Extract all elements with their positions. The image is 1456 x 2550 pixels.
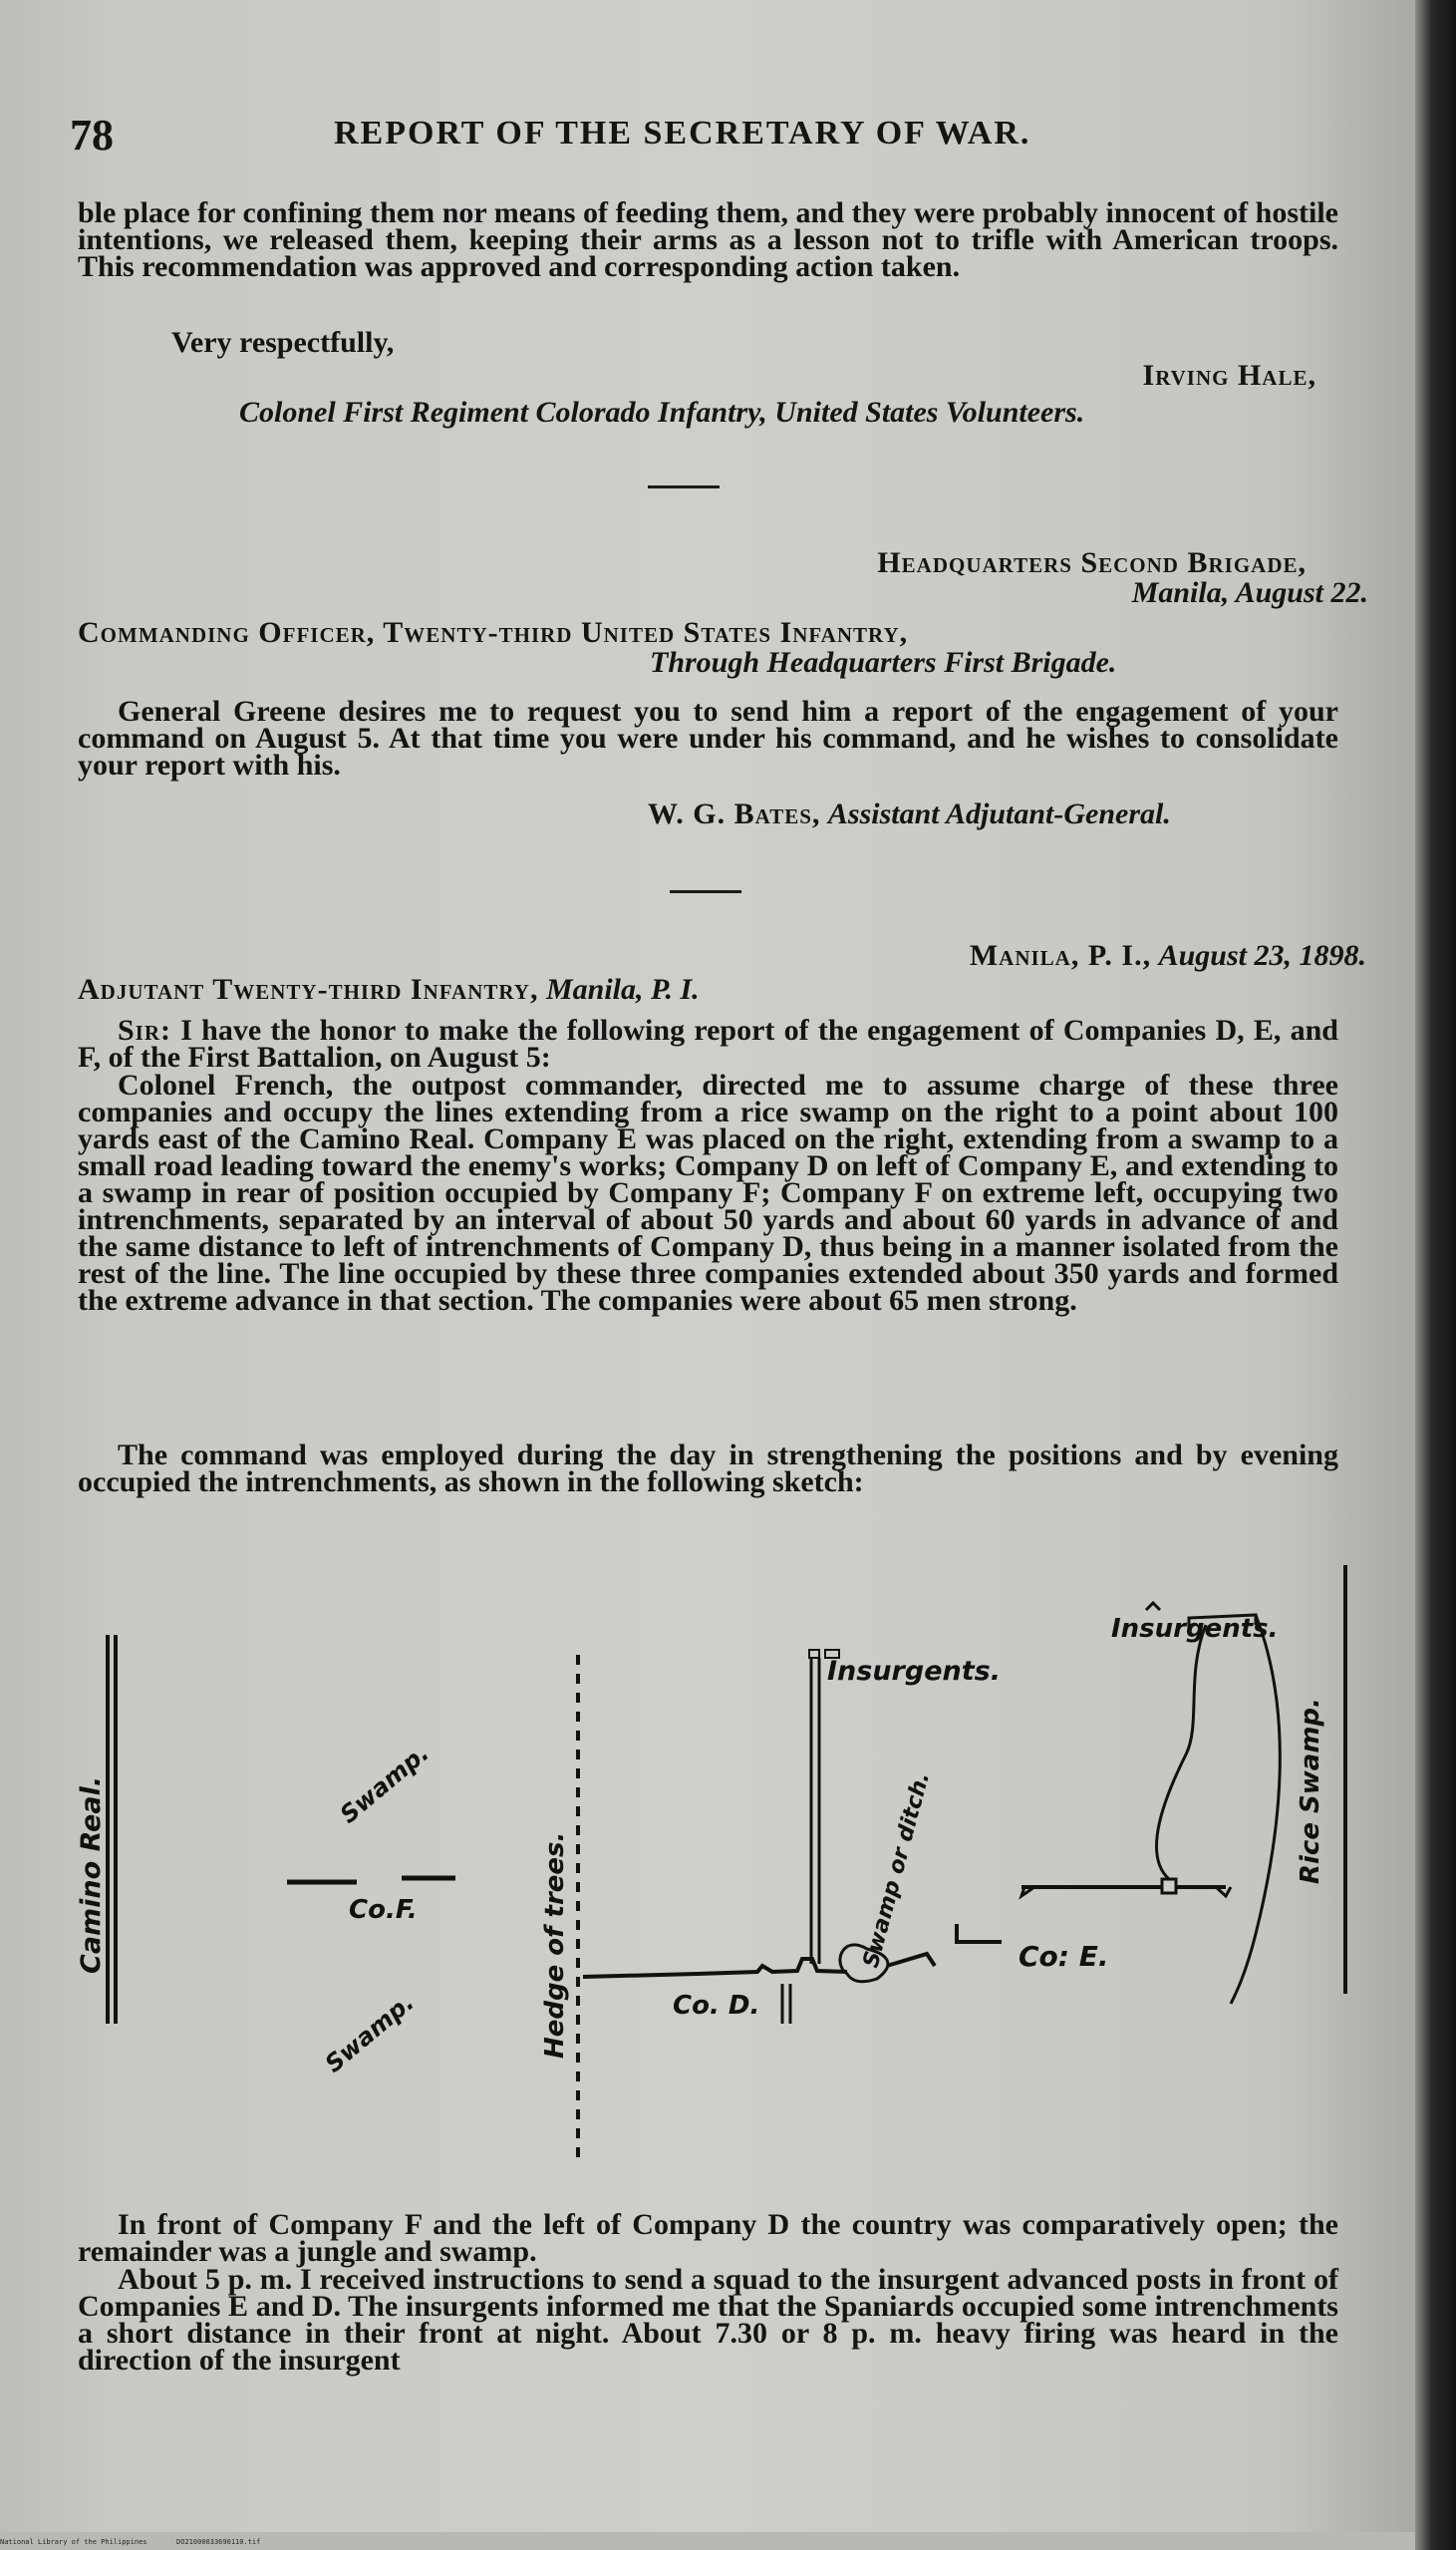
letter1-signer-title: Colonel First Regiment Colorado Infantry, United States Volunteers. <box>239 396 1085 429</box>
letter3-para-4: In front of Company F and the left of Company D the country was comparatively open; the remainder was a jungle and swamp. <box>78 2208 1338 2268</box>
letter2-signature <box>648 797 1171 831</box>
company-e-label: Co: E. <box>1019 1940 1109 1973</box>
outpost-marker <box>1162 1879 1176 1893</box>
letter3-to-place: Manila, P. I. <box>545 973 700 1006</box>
letter3-place: Manila, P. I., <box>969 939 1152 972</box>
letter3-p1-text: I have the honor to make the following report of the engagement of Companies D, E, and F, of the First Battalion, on August 5: <box>78 1014 1338 1074</box>
letter3-para-2: Colonel French, the outpost commander, directed me to assume charge of these three companies and occupy the lines extending from a rice swamp on the right to a point about 100 yards east of the Camino Real. Company E was placed on the right, extending from a swamp to a small road leading toward the enemy's works; Company D on left of Company E, and extending to a swamp in rear of position occupied by Company F; Company F on extreme left, occupying two intrenchments, separated by an interval of about 50 yards and about 60 yards in advance of and the same distance to left of intrenchments of Company D, thus being in a manner isolated from the rest of the line. The line occupied by these three companies extended about 350 yards and formed the extreme advance in that section. The companies were about 65 men strong. <box>78 1069 1338 1317</box>
letter2-body: General Greene desires me to request you to send him a report of the engagement of your command on August 5. At that time you were under his command, and he wishes to consolidate your report with his. <box>78 695 1338 782</box>
page-number: 78 <box>70 111 114 159</box>
ditch-label: Swamp or ditch. <box>858 1769 936 1971</box>
letter3-date: August 23, 1898. <box>1158 939 1366 972</box>
company-d-intrenchment <box>583 1959 847 1977</box>
letter1-body: ble place for confining them nor means of feeding them, and they were probably innocent of hostile intentions, we released them, keeping their arms as a lesson not to trifle with American troops. This recommendation was approved and corresponding action taken. <box>78 196 1338 283</box>
swamp-bottom-label: Swamp. <box>319 1988 420 2078</box>
letter3-para-5: About 5 p. m. I received instructions to send a squad to the insurgent advanced posts in front of Companies E and D. The insurgents informed me that the Spaniards occupied some intrenchments a short distance in their front at night. About 7.30 or 8 p. m. heavy firing was heard in the direction of the insurgent <box>78 2263 1338 2377</box>
letter3-to-name: Adjutant Twenty-third Infantry, <box>78 973 539 1006</box>
company-d-label: Co. D. <box>673 1991 760 2021</box>
company-e-intrenchment <box>957 1924 1002 1942</box>
scan-footer <box>0 2538 260 2546</box>
section-divider <box>670 890 741 893</box>
letter2-place-date: Manila, August 22. <box>1131 576 1368 609</box>
letter3-para-1 <box>78 1014 1338 1074</box>
swamp-top-label: Swamp. <box>334 1739 435 1829</box>
running-title: REPORT OF THE SECRETARY OF WAR. <box>334 115 1031 152</box>
insurgents-right-label: Insurgents. <box>1111 1614 1279 1644</box>
insurgent-path <box>1157 1625 1206 1879</box>
insurgent-post-marker <box>1146 1603 1160 1610</box>
book-binding-edge <box>1415 0 1456 2550</box>
hedge-label: Hedge of trees. <box>540 1831 570 2059</box>
letter1-closing: Very respectfully, <box>171 326 395 359</box>
insurgents-center-label: Insurgents. <box>827 1656 1001 1687</box>
company-e-intrenchment <box>887 1954 935 1966</box>
letter2-signer-title: Assistant Adjutant-General. <box>827 797 1171 830</box>
letter2-signer: W. G. Bates, <box>648 797 821 830</box>
camino-real-label: Camino Real. <box>76 1775 107 1974</box>
battle-sketch-map <box>60 1555 1355 2193</box>
insurgent-post-marker <box>809 1650 819 1658</box>
letter1-signer: Irving Hale, <box>1142 359 1316 392</box>
letter3-addressee <box>78 973 700 1007</box>
section-divider <box>648 485 720 488</box>
file-id: DO21000033690110.tif <box>176 2538 261 2546</box>
letter3-dateline <box>970 939 1366 973</box>
letter2-through: Through Headquarters First Brigade. <box>650 646 1117 679</box>
letter3-para-3: The command was employed during the day in strengthening the positions and by evening occupied the intrenchments, as shown in the following sketch: <box>78 1438 1338 1498</box>
letter2-from: Headquarters Second Brigade, <box>877 546 1307 579</box>
rice-swamp-edge <box>1231 1615 1280 2004</box>
letter3-salutation: Sir: <box>118 1014 172 1047</box>
rice-swamp-label: Rice Swamp. <box>1296 1698 1325 1884</box>
company-f-label: Co.F. <box>349 1895 418 1925</box>
letter2-to: Commanding Officer, Twenty-third United States Infantry, <box>78 616 909 649</box>
library-name: National Library of the Philippines <box>0 2538 147 2546</box>
